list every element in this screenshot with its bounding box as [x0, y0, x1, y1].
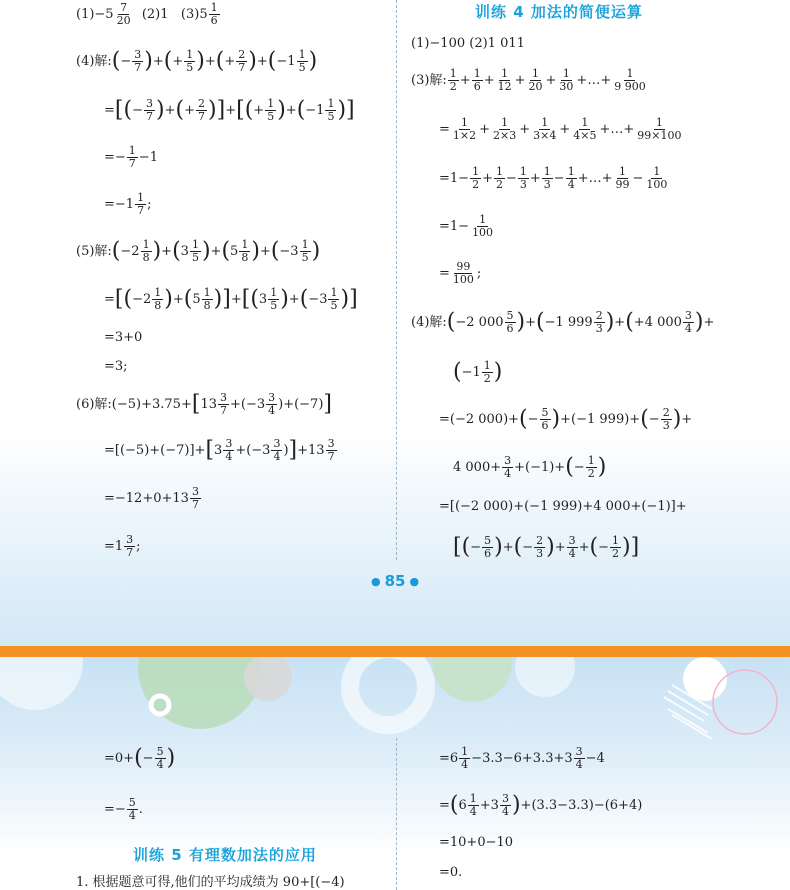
answer-5-line-4: =3;: [104, 359, 128, 374]
answer-6-line-1: (6)解:(−5)+3.75+[13 $\frac{3}{7}$ +(−3 $\frac{3}{4}$ )+(−7)]: [76, 391, 332, 417]
answer-4-line-2: =[(− $\frac{3}{7}$ )+(+ $\frac{2}{7}$ )]+[(+ $\frac{1}{5}$ )+(−1 $\frac{1}{5}$ )]: [104, 97, 355, 123]
answer-r4-line-6: [(− $\frac{5}{6}$ )+(− $\frac{2}{3}$ )+ $\frac{3}{4}$ +(− $\frac{1}{2}$ )]: [453, 534, 640, 560]
answer-r3-line-5: = $\frac{99}{100}$ ;: [439, 260, 482, 286]
bottom-left-line-1: =0+(− $\frac{5}{4}$ ): [104, 745, 176, 771]
column-divider-bottom: [396, 738, 397, 890]
column-divider: [396, 0, 397, 560]
page-separator-band: [0, 646, 790, 657]
answer-4-line-1: (4)解:(− $\frac{3}{7}$ )+(+ $\frac{1}{5}$ )+(+ $\frac{2}{7}$ )+(−1 $\frac{1}{5}$ ): [76, 48, 318, 74]
answer-r3-line-3: =1− $\frac{1}{2}$ + $\frac{1}{2}$ − $\frac{1}{3}$ + $\frac{1}{3}$ − $\frac{1}{4}$ +…+ $\frac{1}{99}$ − $\frac{1}{100}$: [439, 165, 668, 191]
bottom-right-line-2: =(6 $\frac{1}{4}$ +3 $\frac{3}{4}$ )+(3.3−3.3)−(6+4): [439, 792, 643, 818]
bottom-left-line-2: =− $\frac{5}{4}$ .: [104, 796, 143, 822]
section-heading-training-4: 训练 4 加法的简便运算: [475, 3, 643, 21]
answer-6-line-3: =−12+0+13 $\frac{3}{7}$: [104, 485, 199, 511]
answer-r4-line-1: (4)解:(−2 000 $\frac{5}{6}$ )+(−1 999 $\frac{2}{3}$ )+(+4 000 $\frac{3}{4}$ )+: [411, 309, 715, 335]
answer-r4-line-3: =(−2 000)+(− $\frac{5}{6}$ )+(−1 999)+(− $\frac{2}{3}$ )+: [439, 406, 693, 432]
bottom-right-line-3: =10+0−10: [439, 835, 514, 850]
bottom-right-line-4: =0.: [439, 865, 463, 880]
bottom-right-line-1: =6 $\frac{1}{4}$ −3.3−6+3.3+3 $\frac{3}{4}$ −4: [439, 745, 605, 771]
answer-r4-line-4: 4 000+ $\frac{3}{4}$ +(−1)+(− $\frac{1}{2}$ ): [453, 454, 607, 480]
bullet-icon: ●: [370, 575, 381, 588]
answer-r4-line-2: (−1 $\frac{1}{2}$ ): [453, 359, 503, 385]
question-1-text: 1. 根据题意可得,他们的平均成绩为 90+[(−4): [76, 875, 345, 890]
answer-r-line-1: (1)−100 (2)1 011: [411, 36, 525, 51]
answer-6-line-2: =[(−5)+(−7)]+[3 $\frac{3}{4}$ +(−3 $\frac{3}{4}$ )]+13 $\frac{3}{7}$: [104, 437, 335, 463]
answer-5-line-2: =[(−2 $\frac{1}{8}$ )+(5 $\frac{1}{8}$ )]+[(3 $\frac{1}{5}$ )+(−3 $\frac{1}{5}$ )]: [104, 286, 358, 312]
answer-4-line-4: =−1 $\frac{1}{7}$ ;: [104, 191, 152, 217]
bullet-icon: ●: [409, 575, 420, 588]
answer-5-line-3: =3+0: [104, 330, 143, 345]
answer-line-1: (1)−5 $\frac{7}{20}$ (2)1 (3)5 $\frac{1}{6}$: [76, 1, 218, 27]
answer-r4-line-5: =[(−2 000)+(−1 999)+4 000+(−1)]+: [439, 499, 687, 514]
answer-4-line-3: =− $\frac{1}{7}$ −1: [104, 144, 158, 170]
answer-r3-line-4: =1− $\frac{1}{100}$: [439, 213, 494, 239]
answer-5-line-1: (5)解:(−2 $\frac{1}{8}$ )+(3 $\frac{1}{5}$ )+(5 $\frac{1}{8}$ )+(−3 $\frac{1}{5}$ ): [76, 238, 321, 264]
answer-r3-line-2: = $\frac{1}{1\times 2}$ + $\frac{1}{2\times 3}$ + $\frac{1}{3\times 4}$ + $\frac{1}{4\times 5}$ +…+ $\frac{1}{99\times 100}$: [439, 116, 682, 142]
section-heading-training-5: 训练 5 有理数加法的应用: [133, 846, 317, 864]
answer-r3-line-1: (3)解: $\frac{1}{2}$ + $\frac{1}{6}$ + $\frac{1}{12}$ + $\frac{1}{20}$ + $\frac{1}{30}$ +…+ $\frac{1}{9 900}$: [411, 67, 646, 93]
page-number: ● 85 ●: [370, 572, 420, 590]
answer-6-line-4: =1 $\frac{3}{7}$ ;: [104, 533, 141, 559]
